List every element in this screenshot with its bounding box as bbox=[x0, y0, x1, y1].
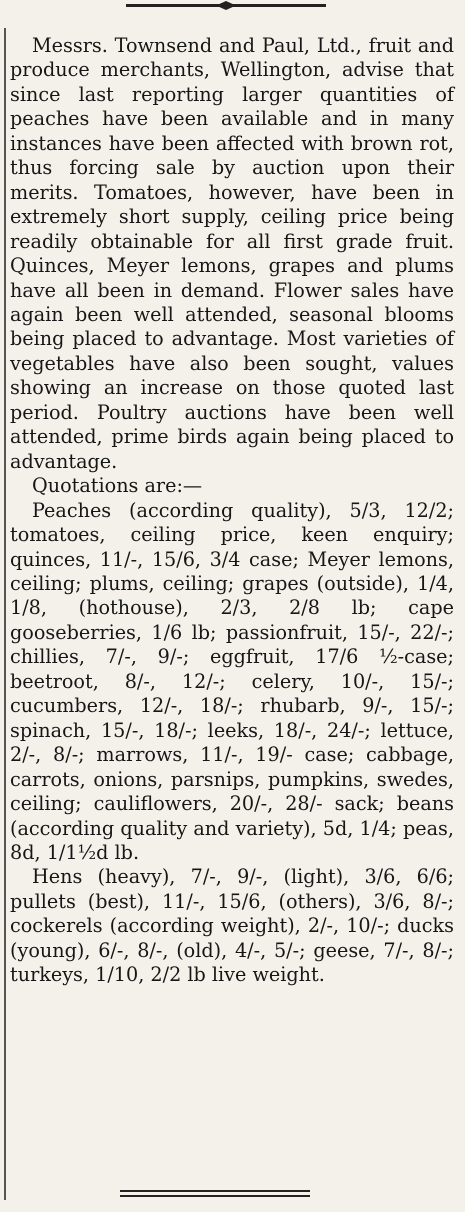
top-ornament-rule bbox=[126, 4, 326, 7]
quotations-heading: Quotations are:— bbox=[32, 474, 203, 498]
column-edge-line bbox=[4, 28, 6, 1200]
poultry-quotes-paragraph: Hens (heavy), 7/-, 9/-, (light), 3/6, 6/6; pullets (best), 11/-, 15/6, (others), 3/6, 8/-; cockerels (according weight), 2/-, 10/-; ducks (young), 6/-, 8/-, (old), 4/-, 5/-; geese, 7/-, 8/-; turkeys, 1/10, 2/2 lb live weight. bbox=[10, 865, 454, 987]
article-column bbox=[10, 34, 454, 988]
article-intro-paragraph: Messrs. Townsend and Paul, Ltd., fruit and produce merchants, Wellington, advise that since last reporting larger quantities of peaches have been available and in many instances have been affected with brown rot, thus forcing sale by auction upon their merits. Tomatoes, however, have been in extremely short supply, ceiling price being readily obtainable for all first grade fruit. Quinces, Meyer lemons, grapes and plums have all been in demand. Flower sales have again been well attended, seasonal blooms being placed to advantage. Most varieties of vegetables have also been sought, values showing an increase on those quoted last period. Poultry auctions have been well attended, prime birds again being placed to advantage. bbox=[10, 34, 454, 473]
bottom-rule bbox=[120, 1190, 310, 1192]
bottom-rule-second bbox=[120, 1195, 310, 1197]
produce-quotes-paragraph: Peaches (according quality), 5/3, 12/2; tomatoes, ceiling price, keen enquiry; quinces, 11/-, 15/6, 3/4 case; Meyer lemons, ceiling; plums, ceiling; grapes (outside), 1/4, 1/8, (hothouse), 2/3, 2/8 lb; cape gooseberries, 1/6 lb; passionfruit, 15/-, 22/-; chillies, 7/-, 9/-; eggfruit, 17/6 ½-case; beetroot, 8/-, 12/-; celery, 10/-, 15/-; cucumbers, 12/-, 18/-; rhubarb, 9/-, 15/-; spinach, 15/-, 18/-; leeks, 18/-, 24/-; lettuce, 2/-, 8/-; marrows, 11/-, 19/- case; cabbage, carrots, onions, parsnips, pumpkins, swedes, ceiling; cauliflowers, 20/-, 28/- sack; beans (according quality and variety), 5d, 1/4; peas, 8d, 1/1½d lb. bbox=[10, 498, 454, 864]
